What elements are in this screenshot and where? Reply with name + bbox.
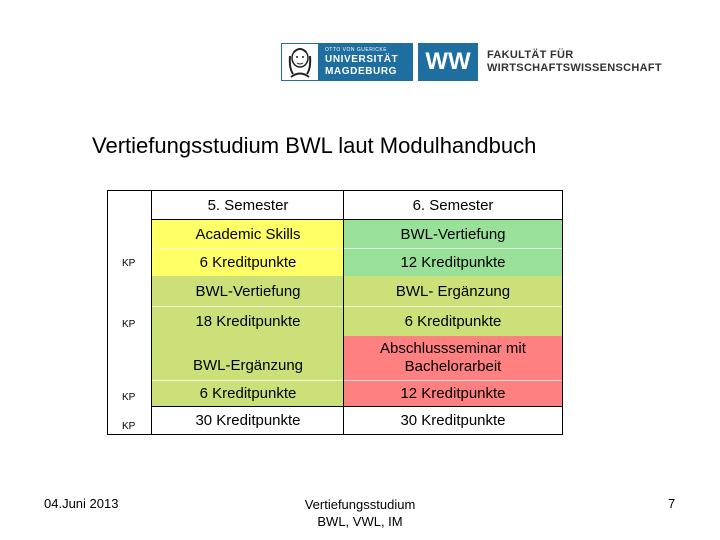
grid-line-v1 xyxy=(151,191,152,434)
university-small-text: OTTO VON GUERICKE xyxy=(325,46,388,53)
header-sem5: 5. Semester xyxy=(207,197,289,214)
university-line2: MAGDEBURG xyxy=(325,65,398,77)
faculty-name xyxy=(487,49,662,75)
faculty-line2: WIRTSCHAFTSWISSENSCHAFT xyxy=(487,62,662,74)
portrait-icon xyxy=(281,43,319,81)
cell-r1-sem5-kp: 6 Kreditpunkte xyxy=(152,248,344,276)
cell-r3-sem6-line1: Abschlussseminar mit xyxy=(380,340,526,357)
faculty-line1: FAKULTÄT FÜR xyxy=(487,49,574,61)
row1-separator xyxy=(152,248,562,249)
total-sem5: 30 Kreditpunkte xyxy=(195,412,301,429)
page-title: Vertiefungsstudium BWL laut Modulhandbuch xyxy=(92,133,537,158)
cell-r2-sem6-name: BWL- Ergänzung xyxy=(344,276,562,306)
row2-separator xyxy=(152,306,562,307)
university-line1: UNIVERSITÄT xyxy=(325,53,399,65)
total-sem6: 30 Kreditpunkte xyxy=(400,412,506,429)
kp-label-row3: KP xyxy=(122,392,136,403)
footer-center-line1: Vertiefungsstudium xyxy=(304,497,416,512)
faculty-logo: WW xyxy=(418,43,478,81)
cell-r3-sem6-name xyxy=(344,336,562,380)
cell-r3-sem5-name: BWL-Ergänzung xyxy=(152,336,344,380)
kp-label-row2: KP xyxy=(122,319,136,330)
footer-center xyxy=(290,496,430,530)
grid-line-v2 xyxy=(343,191,344,434)
kp-label-row1: KP xyxy=(122,258,136,269)
cell-r2-sem5-name: BWL-Vertiefung xyxy=(152,276,344,306)
cell-r2-sem5-kp: 18 Kreditpunkte xyxy=(152,306,344,336)
footer-date: 04.Juni 2013 xyxy=(44,496,119,511)
cell-r1-sem6-kp: 12 Kreditpunkte xyxy=(344,248,562,276)
cell-r3-sem5-kp: 6 Kreditpunkte xyxy=(152,380,344,406)
university-logo xyxy=(281,43,413,81)
cell-r3-sem6-line2: Bachelorarbeit xyxy=(404,358,502,375)
cell-r3-sem6-kp: 12 Kreditpunkte xyxy=(344,380,562,406)
kp-label-total: KP xyxy=(122,421,136,432)
cell-r1-sem6-name: BWL-Vertiefung xyxy=(344,220,562,248)
page-number: 7 xyxy=(668,496,676,511)
module-table xyxy=(107,190,563,435)
grid-line-header xyxy=(151,219,562,220)
row3-separator xyxy=(152,380,562,381)
cell-r2-sem6-kp: 6 Kreditpunkte xyxy=(344,306,562,336)
footer-center-line2: BWL, VWL, IM xyxy=(317,514,403,529)
header-sem6: 6. Semester xyxy=(412,197,494,214)
cell-r1-sem5-name: Academic Skills xyxy=(152,220,344,248)
grid-line-total xyxy=(151,406,562,407)
